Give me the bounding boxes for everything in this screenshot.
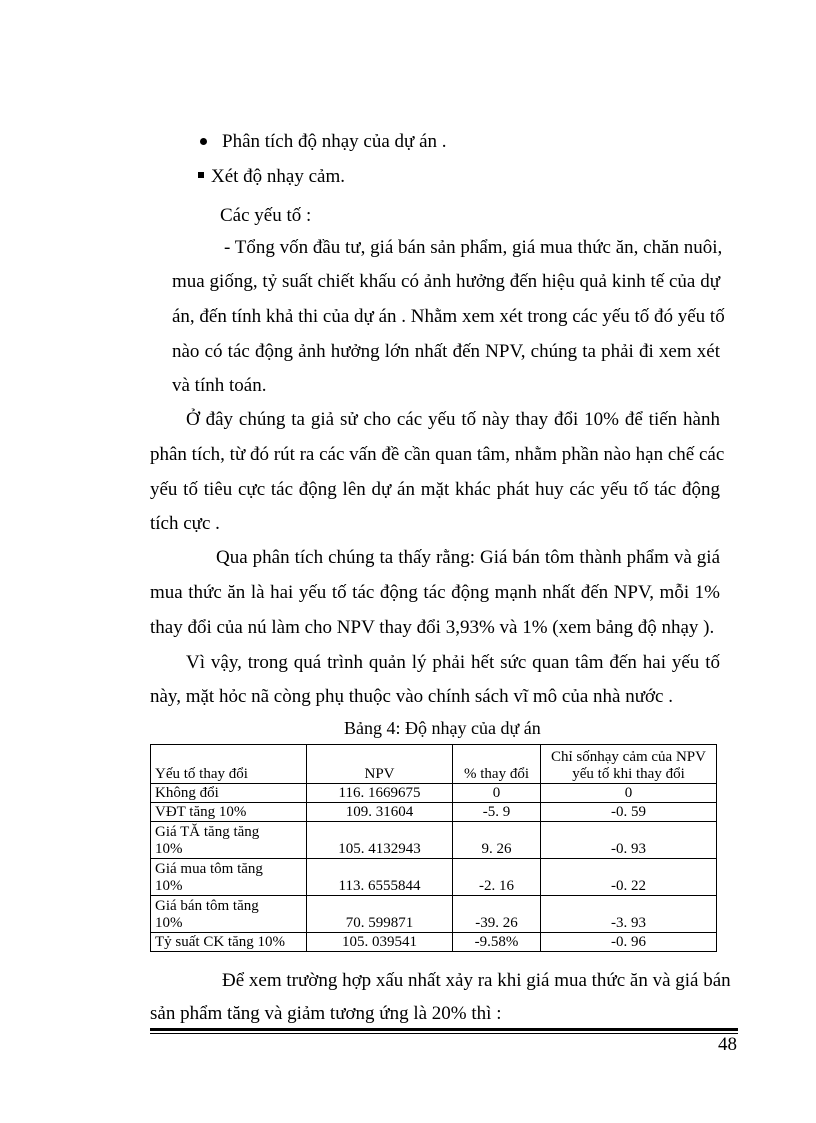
paragraph-1-line-2: mua giống, tỷ suất chiết khấu có ảnh hưởng đến hiệu quả kinh tế của dự bbox=[172, 271, 720, 292]
cell-factor: Giá mua tôm tăng 10% bbox=[151, 859, 307, 896]
cell-factor: Tỷ suất CK tăng 10% bbox=[151, 933, 307, 952]
paragraph-5-line-2: sản phẩm tăng và giảm tương ứng là 20% thì : bbox=[150, 1003, 502, 1024]
page-number: 48 bbox=[718, 1034, 737, 1055]
paragraph-3-line-3: thay đổi của nú làm cho NPV thay đổi 3,93% và 1% (xem bảng độ nhạy ). bbox=[150, 617, 715, 638]
cell-sensitivity-index: -0. 22 bbox=[541, 859, 717, 896]
cell-percent-change: -5. 9 bbox=[453, 803, 541, 822]
cell-percent-change: 9. 26 bbox=[453, 822, 541, 859]
paragraph-2-line-4: tích cực . bbox=[150, 513, 220, 534]
cell-percent-change: -39. 26 bbox=[453, 896, 541, 933]
cell-sensitivity-index: -3. 93 bbox=[541, 896, 717, 933]
cell-npv: 113. 6555844 bbox=[307, 859, 453, 896]
cell-factor: Giá TĂ tăng tăng 10% bbox=[151, 822, 307, 859]
cell-sensitivity-index: 0 bbox=[541, 784, 717, 803]
table-row bbox=[151, 784, 717, 803]
cell-npv: 105. 4132943 bbox=[307, 822, 453, 859]
sensitivity-table bbox=[150, 744, 717, 952]
paragraph-2-line-1: Ở đây chúng ta giả sử cho các yếu tố này thay đổi 10% để tiến hành bbox=[186, 409, 720, 430]
cell-factor: Giá bán tôm tăng 10% bbox=[151, 896, 307, 933]
cell-npv: 109. 31604 bbox=[307, 803, 453, 822]
footer-rule-thin bbox=[150, 1033, 738, 1034]
footer-rule-thick bbox=[150, 1028, 738, 1031]
paragraph-4-line-2: này, mặt hỏc nã còng phụ thuộc vào chính sách vĩ mô của nhà nước . bbox=[150, 686, 673, 707]
paragraph-3-line-1: Qua phân tích chúng ta thấy rằng: Giá bán tôm thành phẩm và giá bbox=[216, 547, 720, 568]
cell-sensitivity-index: -0. 93 bbox=[541, 822, 717, 859]
cell-sensitivity-index: -0. 96 bbox=[541, 933, 717, 952]
table-caption: Bảng 4: Độ nhạy của dự án bbox=[344, 718, 541, 738]
cell-percent-change: -2. 16 bbox=[453, 859, 541, 896]
paragraph-5-line-1: Để xem trường hợp xấu nhất xảy ra khi giá mua thức ăn và giá bán bbox=[222, 970, 731, 991]
table-row bbox=[151, 896, 717, 933]
paragraph-1-line-4: nào có tác động ảnh hưởng lớn nhất đến NPV, chúng ta phải đi xem xét bbox=[172, 341, 720, 362]
paragraph-1-line-1: - Tổng vốn đầu tư, giá bán sản phẩm, giá mua thức ăn, chăn nuôi, bbox=[224, 237, 723, 258]
bullet-heading-1: Phân tích độ nhạy của dự án . bbox=[222, 131, 447, 152]
cell-percent-change: -9.58% bbox=[453, 933, 541, 952]
header-percent-change: % thay đổi bbox=[453, 745, 541, 784]
table-row bbox=[151, 933, 717, 952]
header-sensitivity-index: Chỉ sốnhạy cảm của NPV yếu tố khi thay đổi bbox=[541, 745, 717, 784]
cell-npv: 70. 599871 bbox=[307, 896, 453, 933]
table-header-row bbox=[151, 745, 717, 784]
bullet-heading-2: Xét độ nhạy cảm. bbox=[211, 166, 346, 187]
paragraph-1-line-5: và tính toán. bbox=[172, 375, 267, 396]
bullet-square-icon bbox=[198, 172, 204, 178]
header-npv: NPV bbox=[307, 745, 453, 784]
table-row bbox=[151, 859, 717, 896]
paragraph-2-line-3: yếu tố tiêu cực tác động lên dự án mặt khác phát huy các yếu tố tác động bbox=[150, 479, 720, 500]
cell-sensitivity-index: -0. 59 bbox=[541, 803, 717, 822]
table-row bbox=[151, 822, 717, 859]
cell-percent-change: 0 bbox=[453, 784, 541, 803]
paragraph-3-line-2: mua thức ăn là hai yếu tố tác động tác động mạnh nhất đến NPV, mỗi 1% bbox=[150, 582, 720, 603]
paragraph-4-line-1: Vì vậy, trong quá trình quản lý phải hết sức quan tâm đến hai yếu tố bbox=[186, 652, 720, 673]
header-factor: Yếu tố thay đổi bbox=[151, 745, 307, 784]
cell-npv: 116. 1669675 bbox=[307, 784, 453, 803]
cell-npv: 105. 039541 bbox=[307, 933, 453, 952]
factors-label: Các yếu tố : bbox=[220, 205, 312, 226]
cell-factor: Không đổi bbox=[151, 784, 307, 803]
paragraph-2-line-2: phân tích, từ đó rút ra các vấn đề cần quan tâm, nhằm phần nào hạn chế các bbox=[150, 444, 725, 465]
bullet-dot-icon bbox=[200, 138, 207, 145]
cell-factor: VĐT tăng 10% bbox=[151, 803, 307, 822]
paragraph-1-line-3: án, đến tính khả thi của dự án . Nhằm xem xét trong các yếu tố đó yếu tố bbox=[172, 306, 725, 327]
table-row bbox=[151, 803, 717, 822]
